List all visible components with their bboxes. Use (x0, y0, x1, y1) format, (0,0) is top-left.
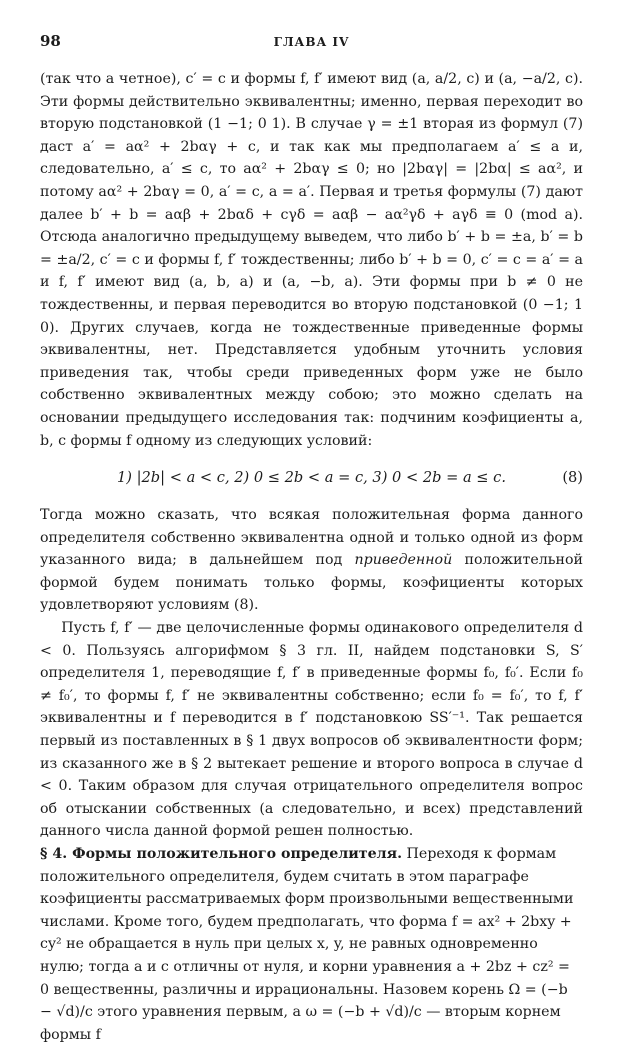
formula-8-number: (8) (562, 469, 583, 487)
paragraph-equivalence-cases: (так что a четное), c′ = c и формы f, f′ имеют вид (a, a/2, c) и (a, −a/2, c). Эти формы действительно эквивалентны; именно, первая переходит во вторую подстановкой (1 −1; 0 1). В случае γ = ±1 вторая из формул (7) даст a′ = aα² + 2bαγ + c, и так как мы предполагаем a′ ≤ a и, следовательно, a′ ≤ c, то aα² + 2bαγ ≤ 0; но |2bαγ| = |2bα| ≤ aα², и потому aα² + 2bαγ = 0, a′ = c, a = a′. Первая и третья формулы (7) дают далее b′ + b = aαβ + 2bαδ + cγδ = aαβ − aα²γδ + aγδ ≡ 0 (mod a). Отсюда аналогично предыдущему выведем, что либо b′ + b = ±a, b′ = b = ±a/2, c′ = c и формы f, f′ тождественны; либо b′ + b = 0, c′ = c = a′ = a и f, f′ имеют вид (a, b, a) и (a, −b, a). Эти формы при b ≠ 0 не тождественны, и первая переводится во вторую подстановкой (0 −1; 1 0). Других случаев, когда не тождественные приведенные формы эквивалентны, нет. Представляется удобным уточнить условия приведения так, чтобы среди приведенных форм уже не было собственно эквивалентных между собою; это можно сделать на основании предыдущего исследования так: подчиним коэфициенты a, b, c формы f одному из следующих условий: (40, 71, 583, 449)
paragraph-reduced-forms (40, 504, 583, 617)
section-text: Переходя к формам положительного определителя, будем считать в этом параграфе коэфициенты рассматриваемых форм произвольными вещественными числами. Кроме того, будем предполагать, что форма f = ax² + 2bxy + cy² не обращается в нуль при целых x, y, не равных одновременно нулю; тогда a и c отличны от нуля, и корни уравнения a + 2bz + cz² = 0 вещественны, различны и иррациональны. Назовем корень Ω = (−b − √d)/c этого уравнения первым, а ω = (−b + √d)/c — вторым корнем формы f (40, 846, 574, 1043)
term-reduced: приведенной (354, 552, 453, 569)
section-heading: § 4. Формы положительного определителя. (40, 846, 403, 862)
page-body (40, 68, 583, 1046)
paragraph-reduced-forms-after: положительной формой будем понимать только формы, коэфициенты которых удовлетворяют условиям (8). (40, 552, 583, 614)
paragraph-algorithm: Пусть f, f′ — две целочисленные формы одинакового определителя d < 0. Пользуясь алгорифмом § 3 гл. II, найдем подстановки S, S′ определителя 1, переводящие f, f′ в приведенные формы f₀, f₀′. Если f₀ ≠ f₀′, то формы f, f′ не эквивалентны собственно; если f₀ = f₀′, то f, f′ эквивалентны и f переводится в f′ подстановкою SS′⁻¹. Так решается первый из поставленных в § 1 двух вопросов об эквивалентности форм; из сказанного же в § 2 вытекает решение и второго вопроса в случае d < 0. Таким образом для случая отрицательного определителя вопрос об отыскании собственных (а следовательно, и всех) представлений данного числа данной формой решен полностью. (40, 620, 583, 840)
page-number: 98 (40, 32, 61, 50)
page-header (40, 30, 583, 54)
paragraph-reduced-forms-before: Тогда можно сказать, что всякая положительная форма данного определителя собственно эквивалентна одной и только одной из форм указанного вида; в дальнейшем под (40, 507, 583, 569)
formula-8-expression: 1) |2b| < a < c, 2) 0 ≤ 2b < a = c, 3) 0 < 2b = a ≤ c. (116, 469, 506, 487)
formula-8 (40, 456, 583, 500)
chapter-title: ГЛАВА IV (273, 35, 350, 49)
